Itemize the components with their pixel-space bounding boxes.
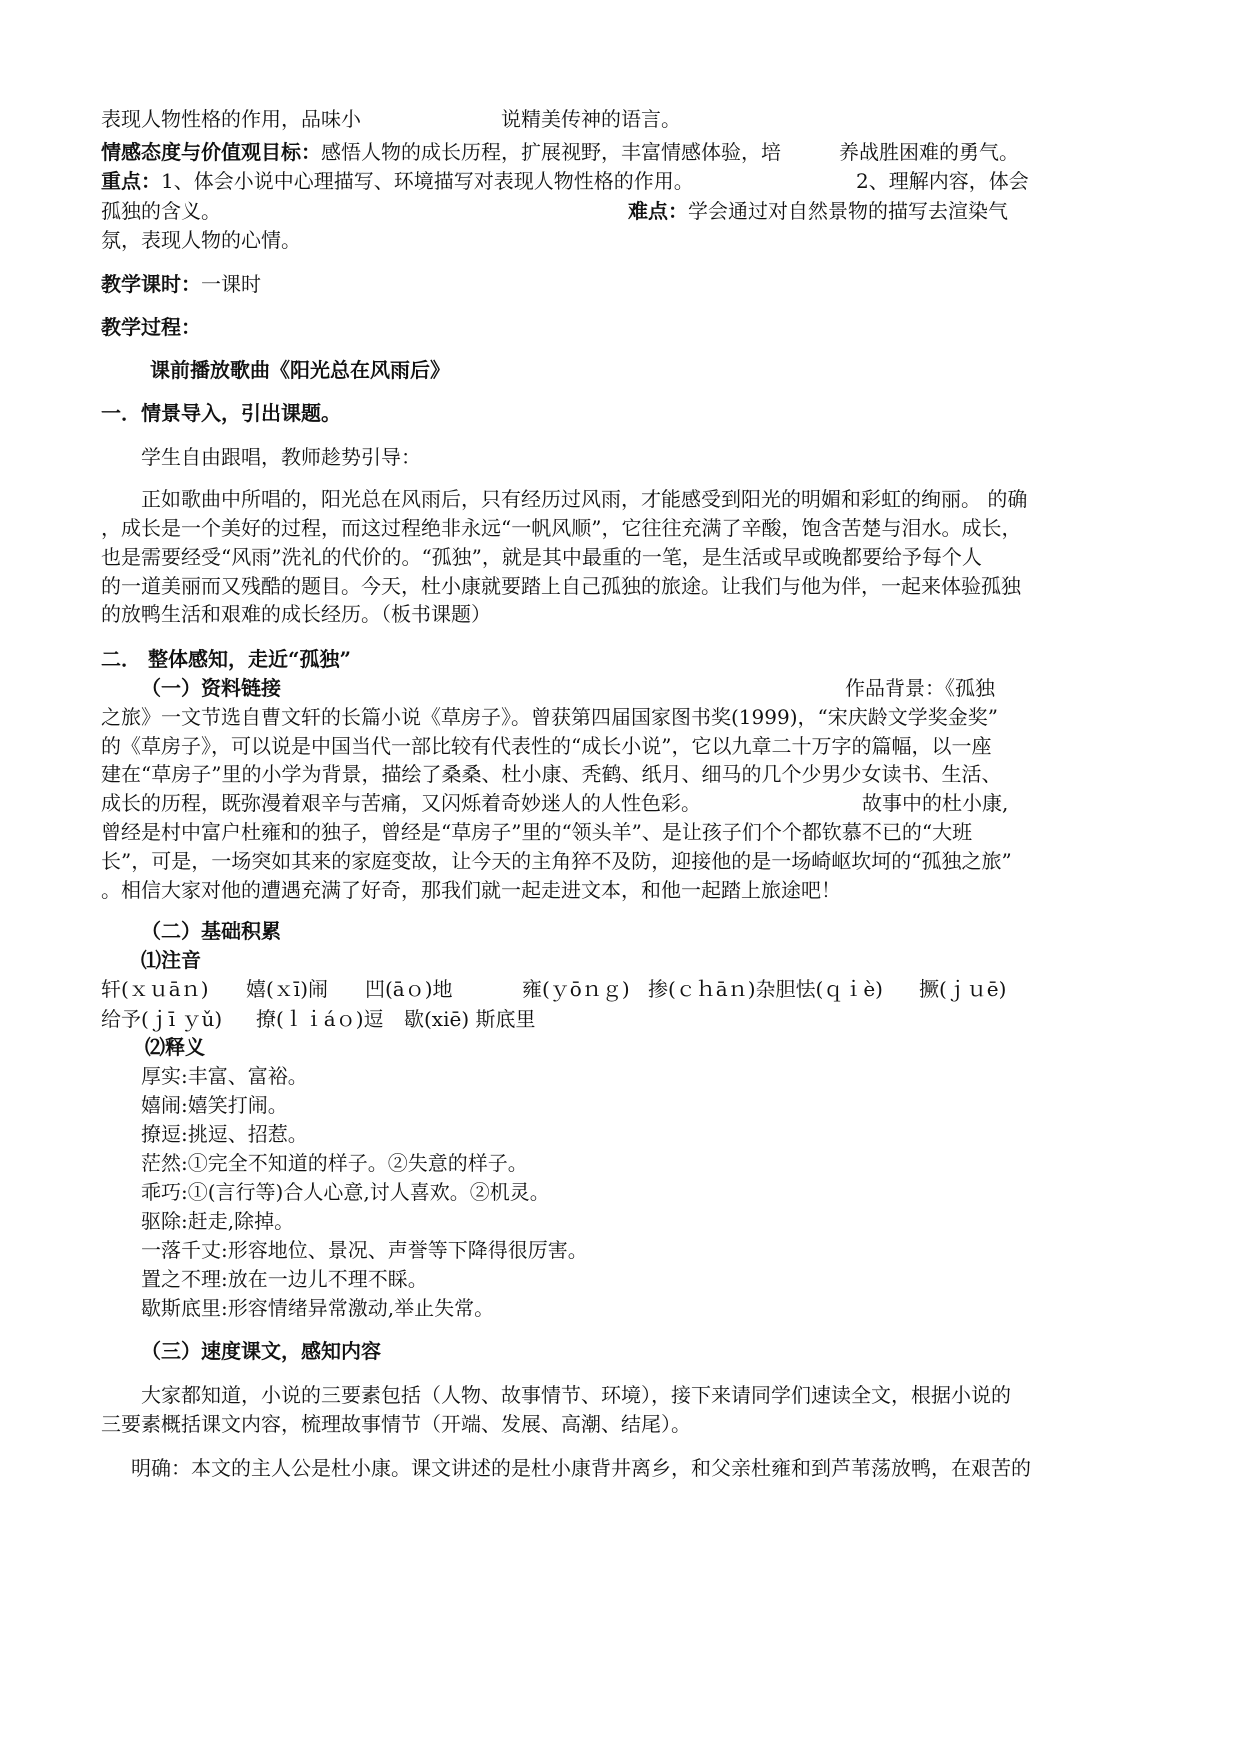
phonetic-heading: ⑴注音: [141, 948, 201, 972]
key-point-text-1: 1、体会小说中心理描写、环境描写对表现人物性格的作用。: [161, 169, 694, 193]
teaching-process-label: 教学过程：: [101, 315, 201, 339]
phonetic-item: 撩(ｌｉáｏ)逗: [256, 1007, 384, 1031]
section-1-p2-line: ，成长是一个美好的过程，而这过程绝非永远“一帆风顺”，它往往充满了辛酸，饱含苦楚与泪水。成长，: [101, 516, 1022, 540]
meaning-item: 嬉闹:嬉笑打闹。: [141, 1093, 288, 1117]
section-1-heading: 一．情景导入，引出课题。: [101, 401, 341, 425]
difficulty-text-a: 学会通过对自然景物的描写去渲染气: [688, 199, 1008, 223]
objective-line-1: [101, 105, 681, 133]
phonetic-item: 歇(xiē) 斯底里: [404, 1007, 536, 1031]
difficulty-line: [628, 197, 1008, 225]
meaning-item: 撩逗:挑逗、招惹。: [141, 1122, 308, 1146]
key-point-line: [101, 167, 694, 195]
teaching-hours: [101, 270, 261, 298]
phonetic-item: 凹(āｏ)地: [365, 977, 453, 1001]
emotion-goal-line: [101, 138, 1019, 166]
phonetic-item: 嬉(ｘī)闹: [246, 977, 329, 1001]
section-1-p2-line: 正如歌曲中所唱的，阳光总在风雨后，只有经历过风雨，才能感受到阳光的明媚和彩虹的绚丽。 的确: [141, 487, 1028, 511]
subsection-reading: （三）速度课文，感知内容: [141, 1339, 381, 1363]
subsection-basics: （二）基础积累: [141, 919, 281, 943]
story-line: 长”，可是，一场突如其来的家庭变故，让今天的主角猝不及防，迎接他的是一场崎岖坎坷的“孤独之旅”: [101, 849, 1012, 873]
phonetic-item: 雍(ｙōｎｇ): [522, 977, 630, 1001]
meaning-item: 乖巧:①(言行等)合人心意,讨人喜欢。②机灵。: [141, 1180, 550, 1204]
difficulty-line-cont: [101, 226, 301, 254]
section-1-p2-line: 的放鸭生活和艰难的成长经历。（板书课题）: [101, 602, 491, 626]
key-point-label: 重点：: [101, 169, 161, 193]
story-intro: 故事中的杜小康,: [862, 791, 1009, 815]
background-line: 之旅》一文节选自曹文轩的长篇小说《草房子》。曾获第四届国家图书奖(1999)，“宋庆龄文学奖金奖”: [101, 705, 998, 729]
meaning-item: 置之不理:放在一边儿不理不睬。: [141, 1267, 428, 1291]
phonetic-item: 掺(ｃｈāｎ)杂胆怯(ｑｉè): [648, 977, 883, 1001]
section-1-p2-line: 的一道美丽而又残酷的题目。今天，杜小康就要踏上自己孤独的旅途。让我们与他为伴，一起来体验孤独: [101, 574, 1021, 598]
section-1-p1: 学生自由跟唱，教师趁势引导：: [141, 445, 421, 469]
phonetic-item: 给予(ｊī ｙǔ): [101, 1007, 223, 1031]
emotion-goal-label: 情感态度与价值观目标：: [101, 140, 321, 164]
teaching-hours-label: 教学课时：: [101, 272, 201, 296]
key-point-2-cont: [101, 197, 221, 225]
meaning-item: 歇斯底里:形容情绪异常激动,举止失常。: [141, 1296, 495, 1320]
objective-text-a: 表现人物性格的作用，品味小: [101, 107, 361, 131]
emotion-goal-text-b: 养战胜困难的勇气。: [839, 140, 1019, 164]
meaning-item: 驱除:赶走,除掉。: [141, 1209, 295, 1233]
story-line: 。相信大家对他的遭遇充满了好奇，那我们就一起走进文本，和他一起踏上旅途吧！: [101, 878, 841, 902]
pre-class-song: 课前播放歌曲《阳光总在风雨后》: [150, 358, 450, 382]
key-point-2: [856, 167, 1029, 195]
subsection-resources: （一）资料链接: [141, 676, 281, 700]
background-line: 建在“草房子”里的小学为背景，描绘了桑桑、杜小康、秃鹤、纸月、细马的几个少男少女读书、生活、: [101, 762, 1002, 786]
key-point-text-2a: 2、理解内容，体会: [856, 169, 1029, 193]
story-line: 曾经是村中富户杜雍和的独子，曾经是“草房子”里的“领头羊”、是让孩子们个个都钦慕不已的“大班: [101, 820, 973, 844]
phonetic-item: 撅(ｊｕē): [919, 977, 1007, 1001]
phonetic-item: 轩(ｘｕāｎ): [101, 977, 209, 1001]
difficulty-label: 难点：: [628, 199, 688, 223]
key-point-text-2b: 孤独的含义。: [101, 199, 221, 223]
emotion-goal-text-a: 感悟人物的成长历程，扩展视野，丰富情感体验，培: [321, 140, 781, 164]
meaning-heading: ⑵释义: [145, 1035, 205, 1059]
meaning-item: 一落千丈:形容地位、景况、声誉等下降得很厉害。: [141, 1238, 588, 1262]
section-1-p2-line: 也是需要经受“风雨”洗礼的代价的。“孤独”，就是其中最重的一笔，是生活或早或晚都要给予每个人: [101, 545, 982, 569]
answer-line: 明确：本文的主人公是杜小康。课文讲述的是杜小康背井离乡，和父亲杜雍和到芦苇荡放鸭，在艰苦的: [131, 1456, 1031, 1480]
objective-text-b: 说精美传神的语言。: [501, 107, 681, 131]
background-line: 的《草房子》，可以说是中国当代一部比较有代表性的“成长小说”，它以九章二十万字的篇幅，以一座: [101, 734, 992, 758]
section-2-heading: 二． 整体感知，走近“孤独”: [101, 647, 351, 671]
background-line: 成长的历程，既弥漫着艰辛与苦痛，又闪烁着奇妙迷人的人性色彩。: [101, 791, 701, 815]
meaning-item: 厚实:丰富、富裕。: [141, 1064, 308, 1088]
meaning-item: 茫然:①完全不知道的样子。②失意的样子。: [141, 1151, 528, 1175]
work-background-label: 作品背景：《孤独: [845, 676, 995, 700]
difficulty-text-b: 氛，表现人物的心情。: [101, 228, 301, 252]
reading-line: 三要素概括课文内容，梳理故事情节（开端、发展、高潮、结尾）。: [101, 1412, 691, 1436]
reading-line: 大家都知道，小说的三要素包括（人物、故事情节、环境），接下来请同学们速读全文，根据小说的: [141, 1383, 1011, 1407]
teaching-hours-value: 一课时: [201, 272, 261, 296]
